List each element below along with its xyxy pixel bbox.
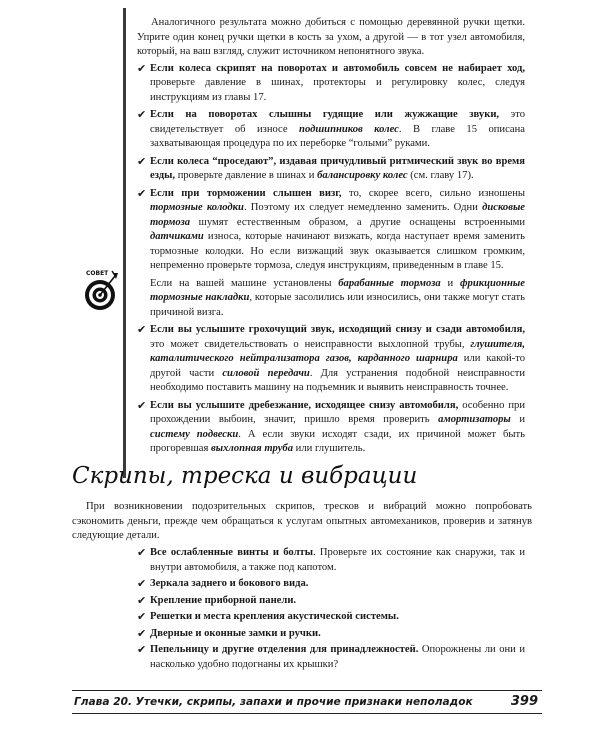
item-text: проверьте давление в шинах, протекторы и регулировку колес, следуя инструкциям из главы 17. xyxy=(150,77,525,103)
item-text: и xyxy=(510,414,525,425)
intro-paragraph: Аналогичного результата можно добиться с помощью деревянной ручки щетки. Уприте один конец ручки щетки в кость за ухом, а другой — в тот узел автомобиля, который, на ваш взгляд, служит источником непонятного звука. xyxy=(137,17,525,57)
item-text: это свидетельствует об износе xyxy=(150,109,525,135)
term: фрикционные тормозные накладки xyxy=(150,277,525,303)
item-text: и xyxy=(440,277,460,289)
list-item xyxy=(137,594,525,609)
list-item xyxy=(137,155,525,184)
item-lead: Если при торможении слышен визг, xyxy=(150,187,342,199)
item-text: Опорожнены ли они и насколько удобно подогнаны их крышки? xyxy=(150,644,525,670)
page-footer xyxy=(72,690,542,714)
item-text: . Поэтому их следует немедленно заменить. Одни xyxy=(243,202,483,213)
list-item xyxy=(137,62,525,106)
list-item xyxy=(137,323,525,396)
item-text: шумят естественным образом, а другие оснащены встроенными xyxy=(190,216,525,228)
check-icon: ✔ xyxy=(137,610,147,623)
check-icon: ✔ xyxy=(137,626,147,640)
item-text: (см. главу 17). xyxy=(407,170,474,181)
item-lead: Если на поворотах слышны гудящие или жужжащие звуки, xyxy=(150,109,500,120)
item-lead: Если вы услышите грохочущий звук, исходящий снизу и сзади автомобиля, xyxy=(150,324,525,335)
item-text: особенно при прохождении выбоин, значит, пришло время проверить xyxy=(150,399,525,425)
item-lead: Если колеса скрипят на поворотах и автомобиль совсем не набирает ход, xyxy=(150,62,525,74)
term: амортизаторы xyxy=(438,414,511,425)
item-text: или какой-то другой части xyxy=(150,353,525,379)
top-section xyxy=(137,16,525,460)
list-item xyxy=(137,546,525,575)
sovet-label: СОВЕТ xyxy=(86,270,109,277)
term: датчиками xyxy=(150,231,204,242)
item-text: , которые засолились или износились, они также могут стать причиной визга. xyxy=(150,292,525,318)
list-item xyxy=(137,187,525,274)
sovet-paragraph xyxy=(150,277,525,321)
list-item xyxy=(137,108,525,152)
item-lead: Если колеса “проседают”, издавая причудливый ритмический звук во время езды, xyxy=(150,155,525,181)
item-lead: Зеркала заднего и бокового вида. xyxy=(150,578,309,589)
item-lead: Дверные и оконные замки и ручки. xyxy=(150,627,321,639)
section-heading: Скрипы, треска и вибрации xyxy=(72,463,418,489)
check-icon: ✔ xyxy=(137,577,147,590)
parts-checklist xyxy=(137,546,525,674)
term: барабанные тормоза xyxy=(338,277,441,289)
item-text: это может свидетельствовать о неисправности выхлопной трубы, xyxy=(150,338,471,350)
item-text: Если на вашей машине установлены xyxy=(150,277,339,289)
check-icon: ✔ xyxy=(137,154,147,168)
check-icon: ✔ xyxy=(137,593,147,607)
item-lead: Если вы услышите дребезжание, исходящее снизу автомобиля, xyxy=(150,399,459,411)
term: выхлопная труба xyxy=(211,443,294,454)
item-lead: Решетки и места крепления акустической системы. xyxy=(150,611,399,622)
check-icon: ✔ xyxy=(137,186,147,200)
sidebar-rule xyxy=(123,8,126,478)
item-text: проверьте давление в шинах и xyxy=(175,170,318,181)
list-item xyxy=(137,610,525,625)
list-item xyxy=(137,643,525,672)
term: балансировку колес xyxy=(317,170,408,181)
term: глушителя, каталитического нейтрализатора газов, карданного шарнира xyxy=(150,338,525,364)
item-lead: Крепление приборной панели. xyxy=(150,594,297,606)
check-icon: ✔ xyxy=(137,546,147,559)
list-item xyxy=(137,577,525,592)
term: дисковые тормоза xyxy=(150,202,525,228)
term: подшипников колес xyxy=(299,123,399,135)
check-icon: ✔ xyxy=(137,108,147,121)
item-text: . Проверьте их состояние как снаружи, так и внутри автомобиля, а также под капотом. xyxy=(150,547,525,573)
check-icon: ✔ xyxy=(137,398,147,412)
section-intro: При возникновении подозрительных скрипов, тресков и вибраций можно попробовать сэкономить деньги, прежде чем обращаться к услугам опытных автомехаников, проверив и затянув следующие детали. xyxy=(72,501,532,541)
item-text: то, скорее всего, сильно изношены xyxy=(341,187,525,199)
item-text: . В главе 15 описана захватывающая процедура по их переборке “голыми” руками. xyxy=(150,123,525,149)
term: силовой передачи xyxy=(222,367,310,379)
term: тормозные колодки xyxy=(150,202,244,213)
page-number: 399 xyxy=(510,693,538,709)
check-icon: ✔ xyxy=(137,323,147,336)
item-text: или глушитель. xyxy=(293,443,366,454)
item-lead: Пепельницу и другие отделения для принадлежностей. xyxy=(150,644,419,655)
item-text: износа, которые начинают визжать, когда наступает время заменить тормозные колодки. Но если визжащий звук оказывается слишком громким, непременно проверьте тормоза, следуя инструкциям, приведенным в главе 15. xyxy=(150,231,525,271)
chapter-title: Глава 20. Утечки, скрипы, запахи и прочие признаки неполадок xyxy=(74,695,473,708)
term: систему подвески xyxy=(150,428,239,440)
item-text: . А если звуки исходят сзади, их причиной может быть прогоревшая xyxy=(150,428,525,454)
sovet-target-icon xyxy=(83,268,119,314)
check-icon: ✔ xyxy=(137,61,147,75)
list-item xyxy=(137,627,525,642)
list-item xyxy=(137,399,525,457)
item-text: . Для устранения подобной неисправности необходимо поставить машину на подъемник и выявить неисправность точнее. xyxy=(150,367,525,393)
item-lead: Все ослабленные винты и болты xyxy=(150,547,313,558)
check-icon: ✔ xyxy=(137,643,147,656)
